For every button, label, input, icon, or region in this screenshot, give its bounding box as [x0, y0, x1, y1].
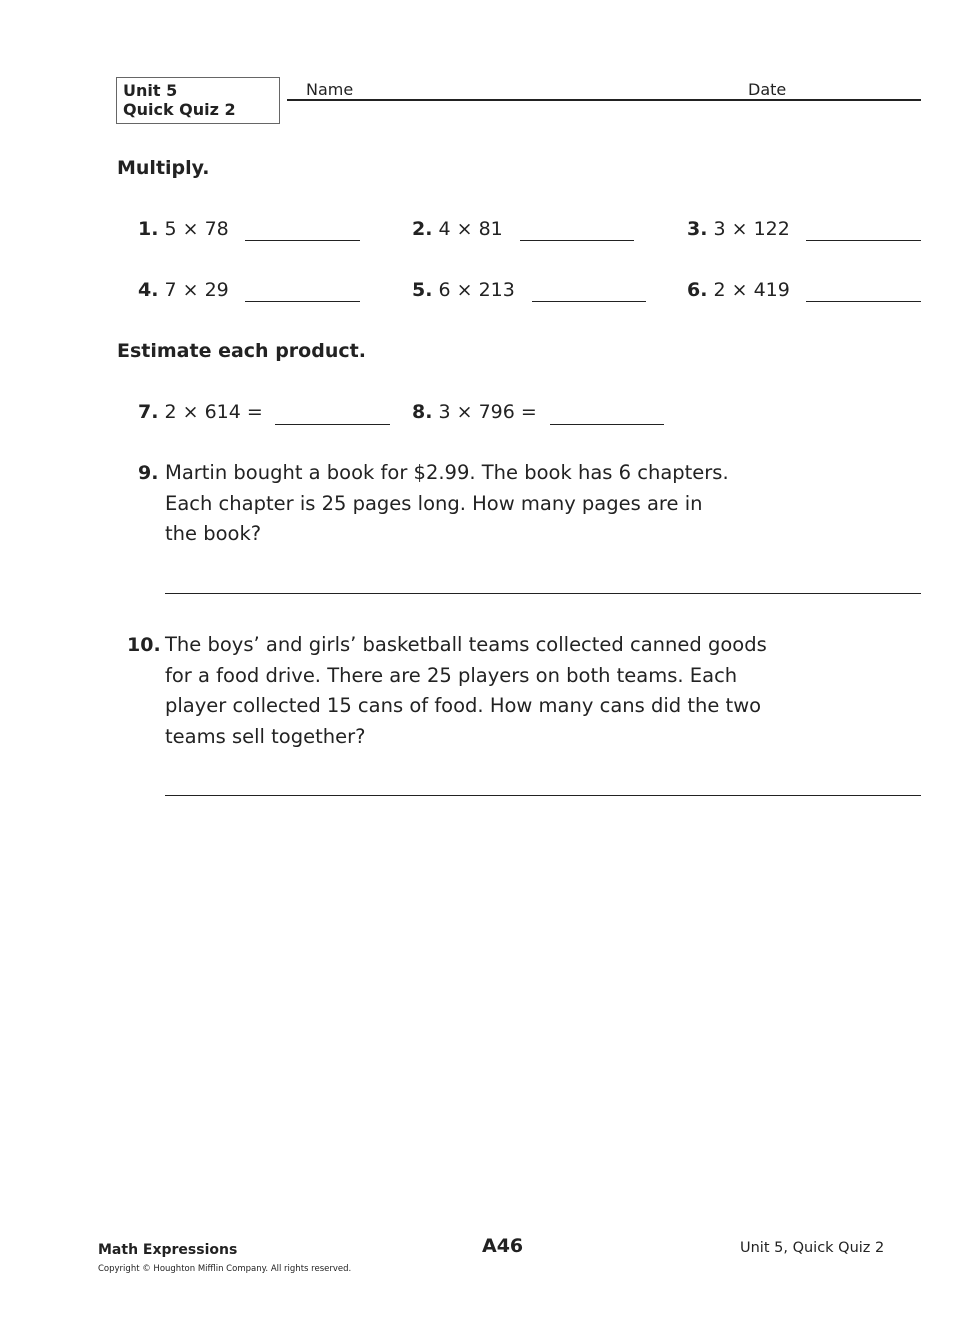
problem-number: 6.: [687, 279, 708, 301]
publisher: Math Expressions: [98, 1242, 238, 1258]
answer-line-5[interactable]: [532, 301, 646, 302]
problem-number: 2.: [412, 218, 433, 240]
problem-3: [687, 218, 790, 240]
problem-text: 2 × 419: [713, 279, 790, 301]
unit-label-box: [116, 77, 280, 124]
problem-text: 2 × 614 =: [164, 401, 263, 423]
problem-5: [412, 279, 515, 301]
problem-number: 4.: [138, 279, 159, 301]
answer-line-7[interactable]: [275, 424, 390, 425]
quiz-label: Quick Quiz 2: [123, 100, 236, 119]
answer-line-4[interactable]: [245, 301, 360, 302]
answer-line-6[interactable]: [806, 301, 921, 302]
problem-text: 7 × 29: [164, 279, 229, 301]
text-line: the book?: [165, 522, 262, 545]
problem-6: [687, 279, 790, 301]
problem-text: 5 × 78: [164, 218, 229, 240]
date-label: Date: [748, 80, 787, 99]
problem-number: 5.: [412, 279, 433, 301]
section-estimate: Estimate each product.: [117, 340, 366, 362]
text-line: Each chapter is 25 pages long. How many pages are in: [165, 491, 703, 515]
page-number: A46: [482, 1235, 524, 1257]
name-date-line[interactable]: [287, 99, 921, 101]
problem-2: [412, 218, 503, 240]
problem-1: [138, 218, 229, 240]
problem-7: [138, 401, 263, 423]
problem-text: 6 × 213: [438, 279, 515, 301]
copyright: Copyright © Houghton Mifflin Company. All rights reserved.: [98, 1264, 352, 1274]
text-line: player collected 15 cans of food. How many cans did the two: [165, 694, 762, 717]
name-label: Name: [306, 80, 354, 99]
problem-number: 1.: [138, 218, 159, 240]
footer-label: Unit 5, Quick Quiz 2: [740, 1240, 885, 1256]
problem-text: 4 × 81: [438, 218, 503, 240]
problem-10-number: 10.: [127, 634, 161, 656]
unit-label: Unit 5: [123, 81, 178, 100]
problem-number: 3.: [687, 218, 708, 240]
answer-line-3[interactable]: [806, 240, 921, 241]
text-line: for a food drive. There are 25 players on both teams. Each: [165, 663, 738, 687]
problem-4: [138, 279, 229, 301]
problem-number: 8.: [412, 401, 433, 423]
answer-line-2[interactable]: [520, 240, 634, 241]
answer-line-9[interactable]: [165, 593, 921, 594]
answer-line-10[interactable]: [165, 795, 921, 796]
answer-line-8[interactable]: [550, 424, 664, 425]
problem-10-text: [165, 630, 767, 752]
problem-text: 3 × 122: [713, 218, 790, 240]
text-line: teams sell together?: [165, 724, 366, 748]
answer-line-1[interactable]: [245, 240, 360, 241]
text-line: Martin bought a book for $2.99. The book has 6 chapters.: [165, 461, 729, 484]
section-multiply: Multiply.: [117, 157, 210, 179]
problem-8: [412, 401, 537, 423]
text-line: The boys’ and girls’ basketball teams collected canned goods: [165, 633, 767, 656]
problem-number: 7.: [138, 401, 159, 423]
problem-text: 3 × 796 =: [438, 401, 537, 423]
problem-9-text: [165, 458, 729, 550]
problem-9-number: 9.: [138, 462, 159, 484]
